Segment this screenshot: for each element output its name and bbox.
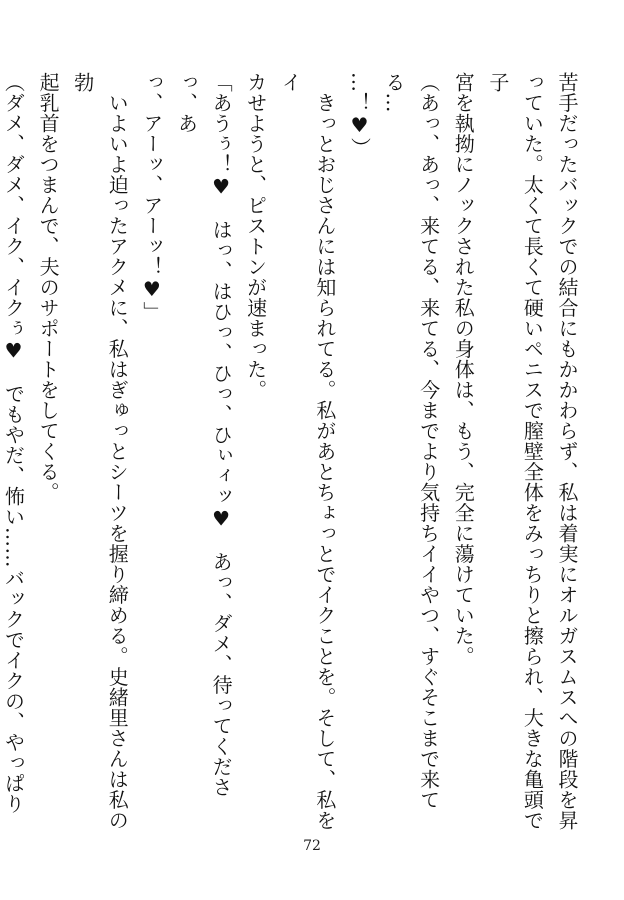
text-line: …！♥） [347, 72, 372, 158]
text-line: いよいよ迫ったアクメに、私はぎゅっとシーツを握り締める。史緒里さんは私の勃 [70, 72, 130, 831]
page-number: 72 [303, 838, 321, 854]
vertical-text-body [1, 72, 584, 832]
text-line: カせようと、ピストンが速まった。 [243, 72, 268, 400]
text-line: っていた。太くて長くて硬いペニスで膣壁全体をみっちりと擦られ、大きな亀頭で子 [485, 72, 545, 831]
text-line: 「あうぅ！♥ はっ、はひっ、ひっ、ひぃィッ♥ あっ、ダメ、待ってくださっ、あ [174, 72, 234, 798]
text-line: 起乳首をつまんで、夫のサポートをしてくる。 [36, 72, 61, 503]
text-line: きっとおじさんには知られてる。私があとちょっとでイクことを。そして、私をイ [278, 72, 337, 831]
text-line: 苦手だったバックでの結合にもかかわらず、私は着実にオルガスムスへの階段を昇 [555, 72, 579, 831]
text-line: （あっ、あっ、来てる、来てる、今までより気持ちイイやつ、すぐそこまで来てる… [382, 72, 441, 810]
text-line: （ダメ、ダメ、イク、イクぅ♥ でもやだ、怖い……バックでイクの、やっぱり [1, 72, 26, 814]
text-line: っ、アーッ、アーッ！♥」 [139, 72, 164, 322]
text-line: 宮を執拗にノックされた私の身体は、もう、完全に蕩けていた。 [451, 72, 476, 667]
